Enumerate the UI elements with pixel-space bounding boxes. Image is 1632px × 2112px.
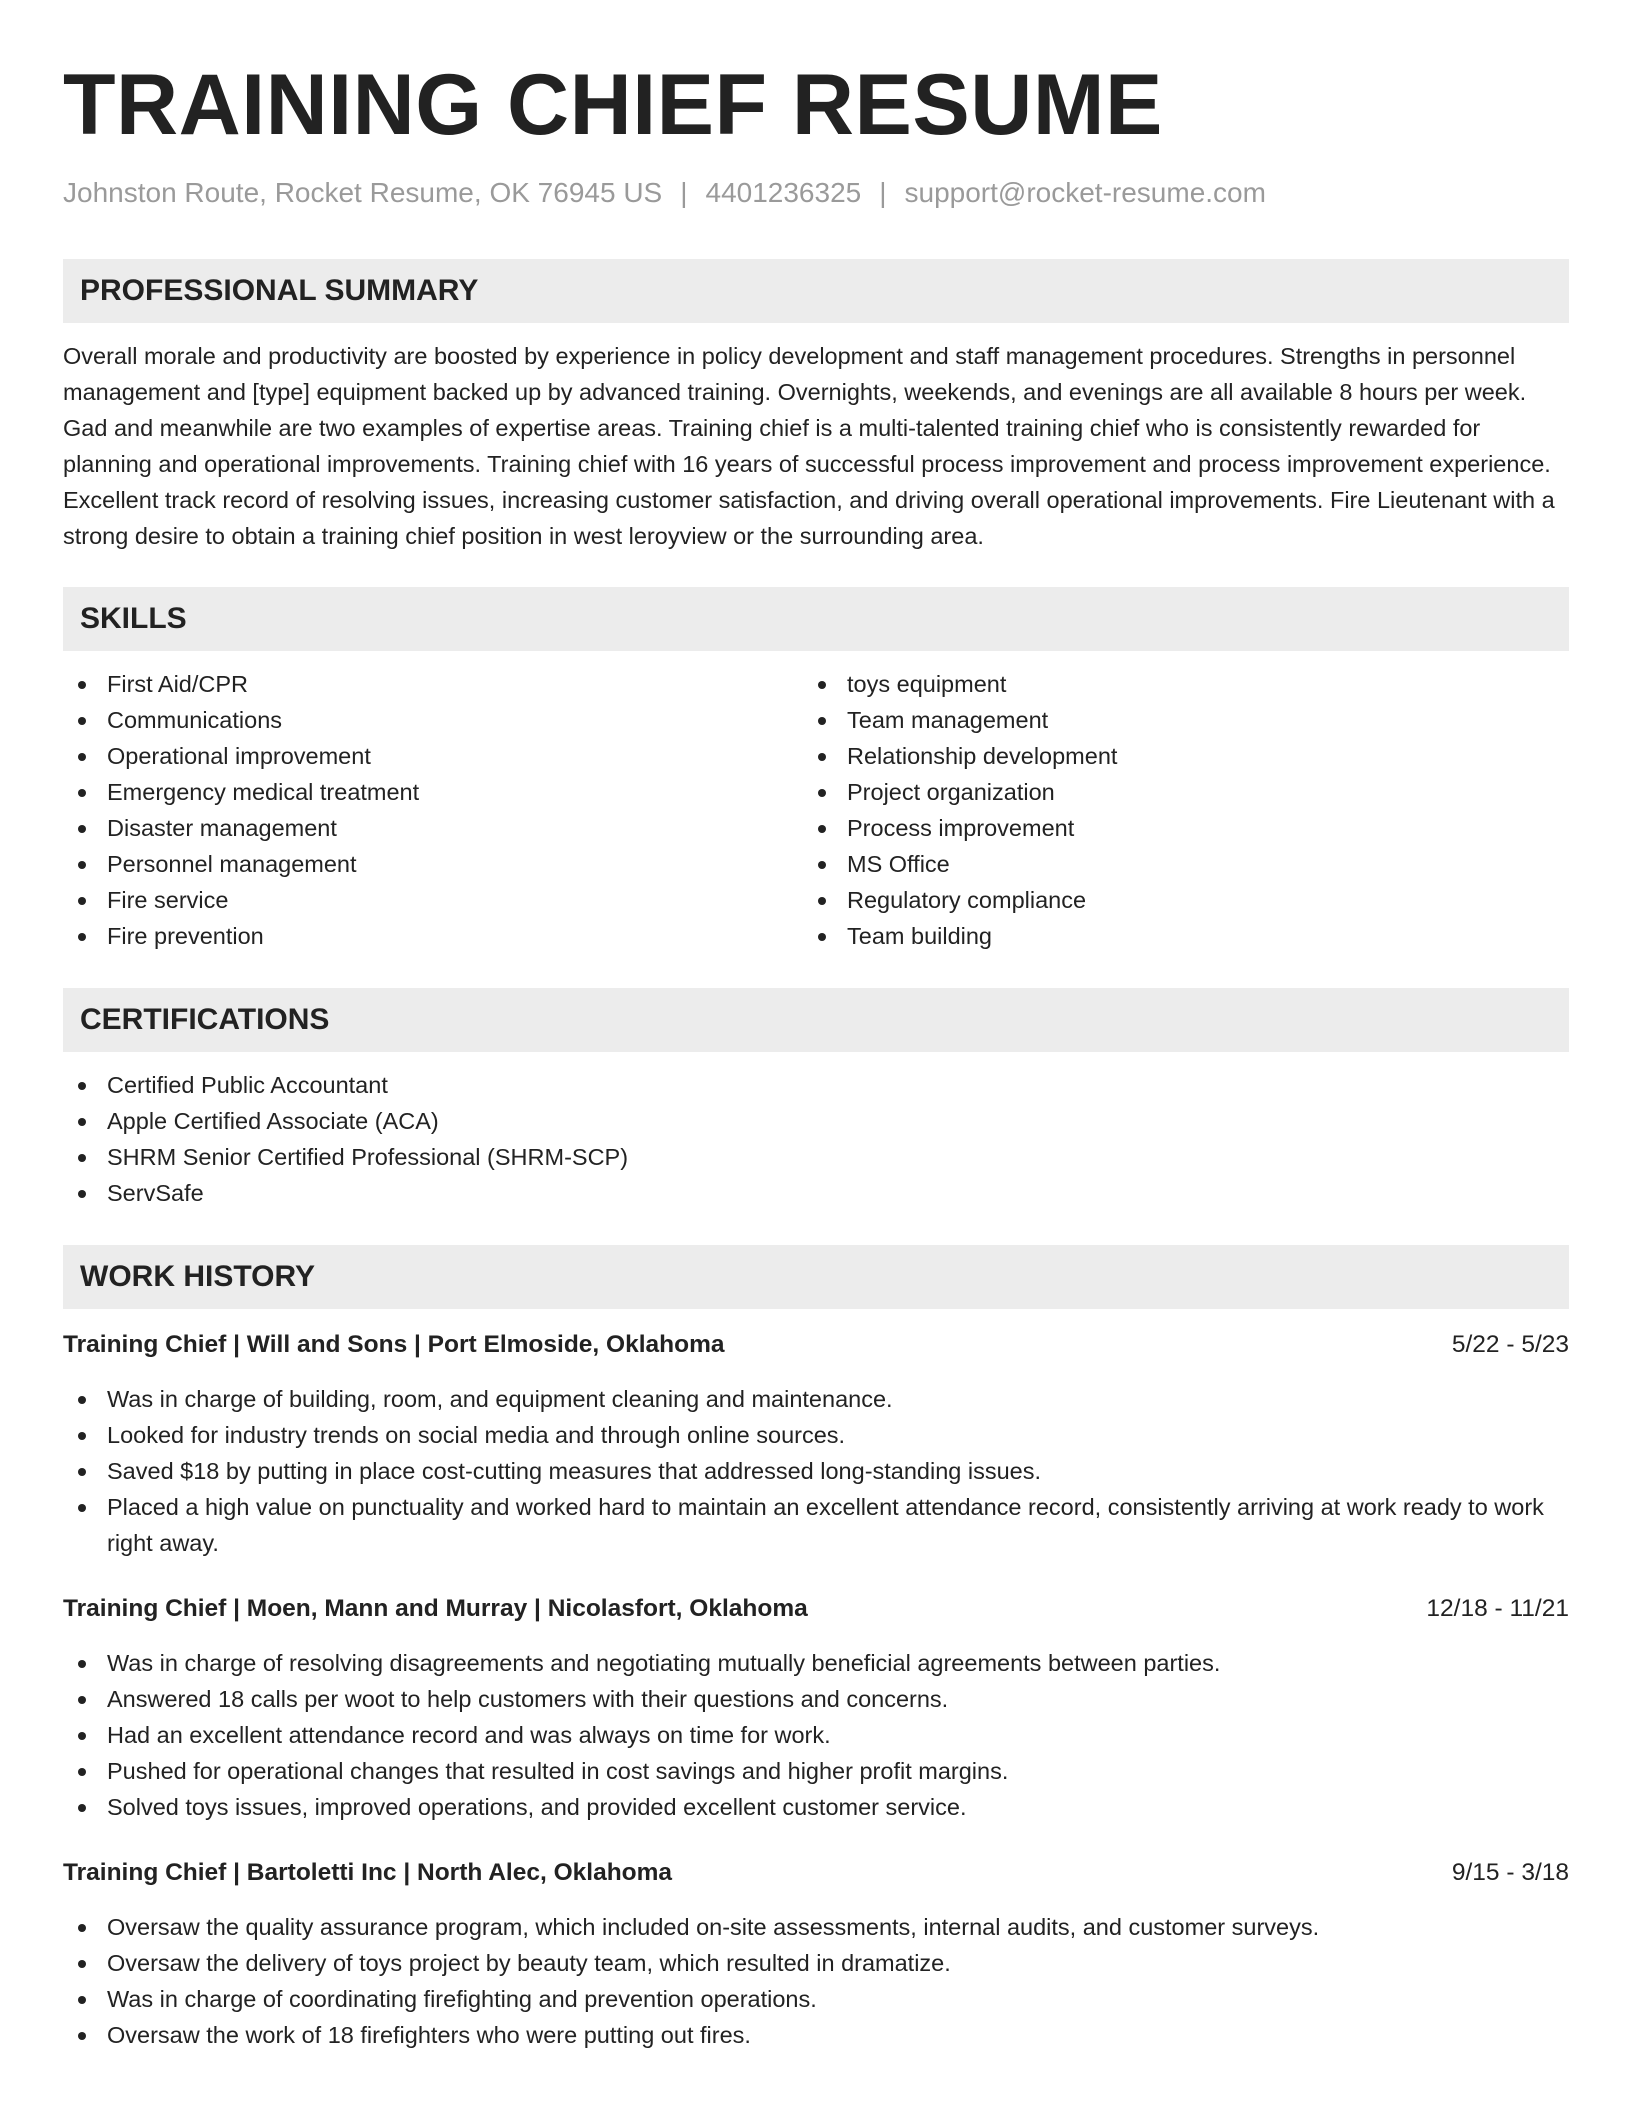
job-bullets (63, 1909, 1569, 2053)
job-bullet: Pushed for operational changes that resulted in cost savings and higher profit margins. (63, 1753, 1569, 1789)
skill-item: Communications (63, 702, 803, 738)
skill-item: Emergency medical treatment (63, 774, 803, 810)
job-bullet: Answered 18 calls per woot to help customers with their questions and concerns. (63, 1681, 1569, 1717)
job-header (63, 1591, 1569, 1627)
resume-title: TRAINING CHIEF RESUME (63, 57, 1163, 153)
contact-email: support@rocket-resume.com (904, 177, 1266, 208)
job-bullet: Was in charge of resolving disagreements and negotiating mutually beneficial agreements between parties. (63, 1645, 1569, 1681)
skill-item: Personnel management (63, 846, 803, 882)
skills-columns (63, 666, 1569, 954)
job-bullet: Looked for industry trends on social media and through online sources. (63, 1417, 1569, 1453)
job-bullet: Oversaw the work of 18 firefighters who were putting out fires. (63, 2017, 1569, 2053)
job-entry (63, 1327, 1569, 1561)
skill-item: Fire service (63, 882, 803, 918)
job-entry (63, 1855, 1569, 2053)
skill-item: toys equipment (803, 666, 1543, 702)
job-title: Training Chief | Will and Sons | Port Elmoside, Oklahoma (63, 1331, 725, 1358)
contact-separator: | (680, 177, 688, 208)
summary-heading: PROFESSIONAL SUMMARY (63, 259, 1569, 323)
job-bullet: Solved toys issues, improved operations, and provided excellent customer service. (63, 1789, 1569, 1825)
skill-item: Operational improvement (63, 738, 803, 774)
skills-heading: SKILLS (63, 587, 1569, 651)
skill-item: Fire prevention (63, 918, 803, 954)
skill-item: MS Office (803, 846, 1543, 882)
job-dates: 12/18 - 11/21 (1426, 1595, 1569, 1622)
job-title: Training Chief | Moen, Mann and Murray | Nicolasfort, Oklahoma (63, 1595, 808, 1622)
contact-separator: | (879, 177, 887, 208)
job-bullet: Had an excellent attendance record and was always on time for work. (63, 1717, 1569, 1753)
contact-line (63, 175, 1569, 211)
job-dates: 5/22 - 5/23 (1451, 1331, 1569, 1358)
job-bullets (63, 1381, 1569, 1561)
job-header (63, 1855, 1569, 1891)
job-bullet: Was in charge of coordinating firefighting and prevention operations. (63, 1981, 1569, 2017)
job-bullet: Oversaw the quality assurance program, which included on-site assessments, internal audits, and customer surveys. (63, 1909, 1569, 1945)
certification-item: Apple Certified Associate (ACA) (63, 1103, 1569, 1139)
skill-item: Process improvement (803, 810, 1543, 846)
certification-item: ServSafe (63, 1175, 1569, 1211)
job-bullet: Was in charge of building, room, and equipment cleaning and maintenance. (63, 1381, 1569, 1417)
skill-item: First Aid/CPR (63, 666, 803, 702)
skill-item: Regulatory compliance (803, 882, 1543, 918)
contact-address: Johnston Route, Rocket Resume, OK 76945 US (63, 177, 663, 208)
certifications-heading: CERTIFICATIONS (63, 988, 1569, 1052)
skill-item: Team building (803, 918, 1543, 954)
contact-phone: 4401236325 (705, 177, 862, 208)
skill-item: Team management (803, 702, 1543, 738)
job-bullets (63, 1645, 1569, 1825)
certifications-list (63, 1067, 1569, 1211)
work-history-heading: WORK HISTORY (63, 1245, 1569, 1309)
job-dates: 9/15 - 3/18 (1451, 1859, 1569, 1886)
job-bullet: Saved $18 by putting in place cost-cutting measures that addressed long-standing issues. (63, 1453, 1569, 1489)
job-bullet: Placed a high value on punctuality and worked hard to maintain an excellent attendance record, consistently arriving at work ready to work right away. (63, 1489, 1569, 1561)
certification-item: SHRM Senior Certified Professional (SHRM-SCP) (63, 1139, 1569, 1175)
job-title: Training Chief | Bartoletti Inc | North Alec, Oklahoma (63, 1859, 673, 1886)
skill-item: Relationship development (803, 738, 1543, 774)
job-entry (63, 1591, 1569, 1825)
certification-item: Certified Public Accountant (63, 1067, 1569, 1103)
skills-list-left (63, 666, 803, 954)
summary-text: Overall morale and productivity are boosted by experience in policy development and staff management procedures. Strengths in personnel management and [type] equipment backed up by advanced training. Overnights, weekends, and evenings are all available 8 hours per week. Gad and meanwhile are two examples of expertise areas. Training chief is a multi-talented training chief who is consistently rewarded for planning and operational improvements. Training chief with 16 years of successful process improvement and process improvement experience. Excellent track record of resolving issues, increasing customer satisfaction, and driving overall operational improvements. Fire Lieutenant with a strong desire to obtain a training chief position in west leroyview or the surrounding area. (63, 343, 1555, 549)
skills-list-right (803, 666, 1543, 954)
job-bullet: Oversaw the delivery of toys project by beauty team, which resulted in dramatize. (63, 1945, 1569, 1981)
job-header (63, 1327, 1569, 1363)
skill-item: Disaster management (63, 810, 803, 846)
skill-item: Project organization (803, 774, 1543, 810)
